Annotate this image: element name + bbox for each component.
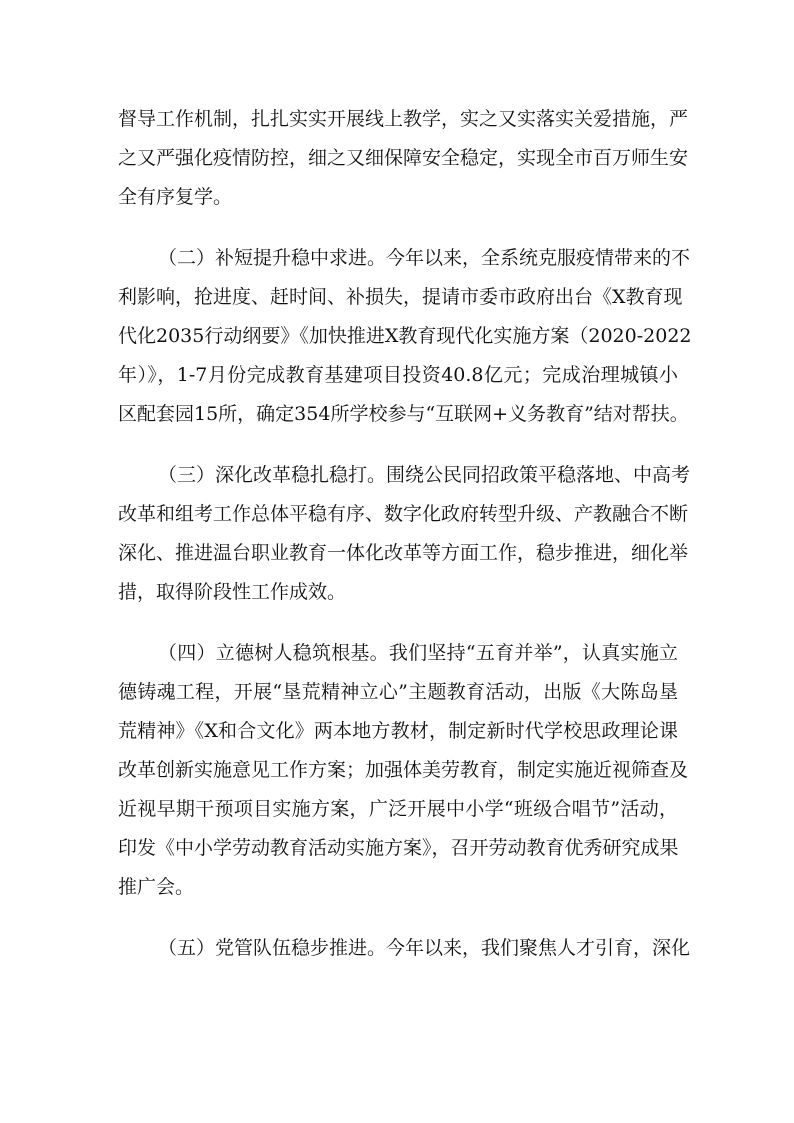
text-line: 荒精神》《X和合文化》两本地方教材，制定新时代学校思政理论课 <box>118 720 678 742</box>
paragraph-first-line: （四）立德树人稳筑根基。我们坚持“五育并举”，认真实施立 <box>158 642 678 664</box>
text-line: 年）》，1-7月份完成教育基建项目投资40.8亿元；完成治理城镇小 <box>118 364 678 386</box>
text-line: 改革创新实施意见工作方案；加强体美劳教育，制定实施近视筛查及 <box>118 759 689 781</box>
text-line: 全有序复学。 <box>118 186 233 208</box>
text-line: 推广会。 <box>118 876 195 898</box>
paragraph-first-line: （二）补短提升稳中求进。今年以来，全系统克服疫情带来的不 <box>158 247 691 269</box>
text-line: 近视早期干预项目实施方案，广泛开展中小学“班级合唱节”活动， <box>118 798 678 820</box>
text-line: 代化2035行动纲要》《加快推进X教育现代化实施方案（2020-2022 <box>118 325 692 347</box>
text-line: 德铸魂工程，开展“垦荒精神立心”主题教育活动，出版《大陈岛垦 <box>118 681 678 703</box>
text-line: 印发《中小学劳动教育活动实施方案》，召开劳动教育优秀研究成果 <box>118 837 679 859</box>
text-line: 利影响，抢进度、赶时间、补损失，提请市委市政府出台《X教育现 <box>118 286 683 308</box>
text-line: 之又严强化疫情防控，细之又细保障安全稳定，实现全市百万师生安 <box>118 147 689 169</box>
paragraph-first-line: （五）党管队伍稳步推进。今年以来，我们聚焦人才引育，深化 <box>158 937 691 959</box>
text-line: 措，取得阶段性工作成效。 <box>118 581 347 603</box>
text-line: 改革和组考工作总体平稳有序、数字化政府转型升级、产教融合不断 <box>118 503 689 525</box>
text-line: 区配套园15所，确定354所学校参与“互联网+义务教育”结对帮扶。 <box>118 403 689 425</box>
text-line: 深化、推进温台职业教育一体化改革等方面工作，稳步推进，细化举 <box>118 542 689 564</box>
text-line: 督导工作机制，扎扎实实开展线上教学，实之又实落实关爱措施，严 <box>118 108 689 130</box>
paragraph-first-line: （三）深化改革稳扎稳打。围绕公民同招政策平稳落地、中高考 <box>158 464 691 486</box>
